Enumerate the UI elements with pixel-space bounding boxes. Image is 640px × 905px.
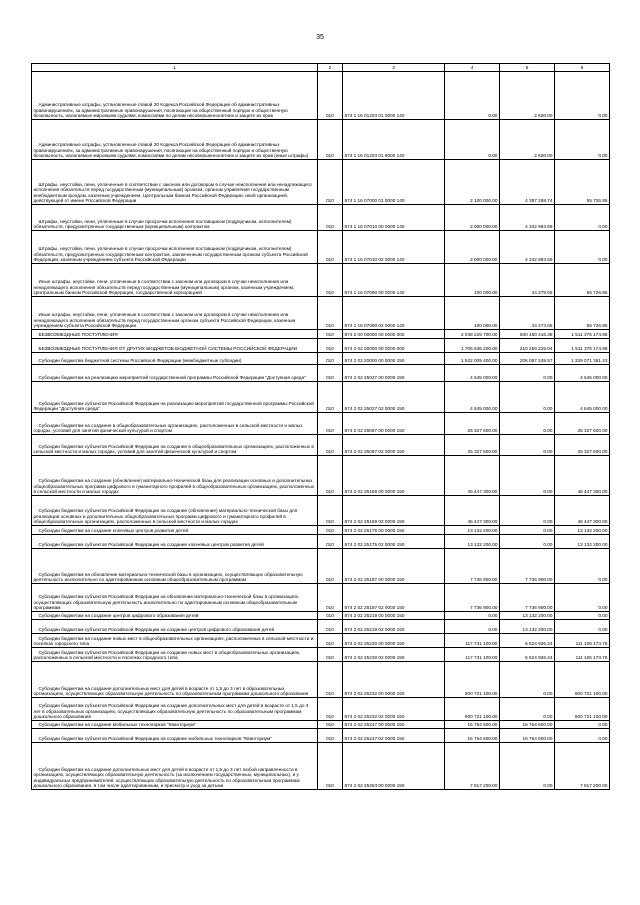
row-kbk-cell: 874 2 02 25175 00 0000 150 <box>343 526 445 535</box>
column-header: 1 <box>32 64 318 72</box>
row-kbk-cell: 874 2 02 25187 02 0000 150 <box>343 584 445 612</box>
row-kbk-cell: 874 1 16 01203 01 9000 140 <box>343 120 445 160</box>
table-row <box>32 620 610 634</box>
column-header: 2 <box>318 64 343 72</box>
row-executed-cell: 4 387 268.74 <box>500 160 555 205</box>
row-plan-cell: 117 731 100.00 <box>445 634 500 648</box>
table-row <box>32 729 610 743</box>
row-executed-cell: 7 736 900.00 <box>500 549 555 584</box>
row-plan-cell: 117 731 100.00 <box>445 648 500 662</box>
row-name-cell: Административные штрафы, установленные главой 20 Кодекса Российской Федерации об административных правонарушениях, за административные правонарушения, посягающие на общественный порядок и общественную безопасность, налагаемые мировыми судьями, комиссиями по делам несовершеннолетних и защите их прав (иные штрафы) <box>32 120 318 160</box>
row-kbk-cell: 874 2 02 00000 00 0000 000 <box>343 339 445 353</box>
row-code-cell: 010 <box>318 264 343 297</box>
row-kbk-cell: 874 2 02 25097 02 0000 150 <box>343 435 445 456</box>
row-name-cell: Субсидии бюджетам на создание (обновление) материально-технической базы для реализации основных и дополнительных общеобразовательных программ цифрового и гуманитарного профилей в общеобразовательных организациях, расположенных в сельской местности и малых городах <box>32 456 318 496</box>
row-executed-cell: 44 273.05 <box>500 297 555 330</box>
row-kbk-cell: 874 2 02 25247 02 0000 150 <box>343 729 445 743</box>
row-remaining-cell: 4 645 000.00 <box>555 365 610 382</box>
row-code-cell: 010 <box>318 535 343 549</box>
row-name-cell: Субсидии бюджетам на создание мобильных технопарков "Кванториум" <box>32 721 318 729</box>
row-code-cell: 010 <box>318 365 343 382</box>
row-remaining-cell: 0.00 <box>555 120 610 160</box>
row-code-cell: 010 <box>318 743 343 790</box>
row-executed-cell: 2 620.00 <box>500 72 555 120</box>
row-executed-cell: 210 259 225.04 <box>500 339 555 353</box>
row-remaining-cell: 0.00 <box>555 72 610 120</box>
row-name-cell: Субсидии бюджетам субъектов Российской Федерации на создание центров цифрового образования детей <box>32 620 318 634</box>
row-remaining-cell: 4 645 000.00 <box>555 382 610 413</box>
table-header-row <box>32 64 610 72</box>
row-kbk-cell: 874 2 02 25027 02 0000 150 <box>343 382 445 413</box>
row-executed-cell: 206 087 248.57 <box>500 353 555 365</box>
row-code-cell: 010 <box>318 662 343 698</box>
row-executed-cell: 0.00 <box>500 662 555 698</box>
row-plan-cell: 900 721 100.00 <box>445 698 500 721</box>
row-code-cell: 010 <box>318 496 343 526</box>
row-code-cell: 010 <box>318 353 343 365</box>
row-name-cell: Штрафы, неустойки, пени, уплаченные в случае просрочки исполнения поставщиком (подрядчиком, исполнителем) обязательств, предусмотренных государственным (муниципальным) контрактом <box>32 205 318 231</box>
row-remaining-cell: 55 726.95 <box>555 264 610 297</box>
row-remaining-cell: 25 327 600.00 <box>555 413 610 435</box>
table-row <box>32 584 610 612</box>
row-remaining-cell: 1 329 071 361.43 <box>555 353 610 365</box>
row-code-cell: 010 <box>318 456 343 496</box>
row-kbk-cell: 874 1 16 07010 00 0000 140 <box>343 205 445 231</box>
row-name-cell: БЕЗВОЗМЕЗДНЫЕ ПОСТУПЛЕНИЯ <box>32 330 318 339</box>
row-plan-cell: 7 736 900.00 <box>445 584 500 612</box>
row-name-cell: БЕЗВОЗМЕЗДНЫЕ ПОСТУПЛЕНИЯ ОТ ДРУГИХ БЮДЖЕТОВ БЮДЖЕТНОЙ СИСТЕМЫ РОССИЙСКОЙ ФЕДЕРАЦИИ <box>32 339 318 353</box>
column-header: 6 <box>555 64 610 72</box>
row-remaining-cell: 55 726.95 <box>555 160 610 205</box>
row-code-cell: 010 <box>318 120 343 160</box>
row-plan-cell: 900 721 100.00 <box>445 662 500 698</box>
column-header: 3 <box>343 64 445 72</box>
table-row <box>32 413 610 435</box>
row-kbk-cell: 874 2 02 25219 00 0000 150 <box>343 612 445 620</box>
row-plan-cell: 13 132 200.00 <box>445 535 500 549</box>
row-plan-cell: 7 736 900.00 <box>445 549 500 584</box>
row-executed-cell: 0.00 <box>500 496 555 526</box>
row-name-cell: Субсидии бюджетам субъектов Российской Федерации на создание дополнительных мест для детей в возрасте от 1,5 до 3 лет в образовательных организациях, осуществляющих образовательную деятельность по образовательным программам дошкольного образования <box>32 698 318 721</box>
row-plan-cell: 25 327 600.00 <box>445 435 500 456</box>
row-name-cell: Субсидии бюджетам субъектов Российской Федерации на создание в общеобразовательных организациях, расположенных в сельской местности и малых городах, условий для занятий физической культурой и спортом <box>32 435 318 456</box>
table-row <box>32 634 610 648</box>
table-row <box>32 648 610 662</box>
row-remaining-cell: 13 132 200.00 <box>555 535 610 549</box>
row-remaining-cell: 1 511 376 174.98 <box>555 330 610 339</box>
row-kbk-cell: 874 2 00 00000 00 0000 000 <box>343 330 445 339</box>
row-code-cell: 010 <box>318 413 343 435</box>
row-name-cell: Субсидии бюджетам на создание центров цифрового образования детей <box>32 612 318 620</box>
row-remaining-cell: 55 726.95 <box>555 297 610 330</box>
revenue-table <box>31 63 610 790</box>
row-plan-cell: 1 705 536 200.00 <box>445 339 500 353</box>
row-executed-cell: 0.00 <box>500 526 555 535</box>
row-kbk-cell: 874 1 16 07000 01 0000 140 <box>343 160 445 205</box>
row-remaining-cell: 0.00 <box>555 205 610 231</box>
row-kbk-cell: 874 2 02 25169 02 0000 150 <box>343 496 445 526</box>
row-code-cell: 010 <box>318 698 343 721</box>
row-name-cell: Субсидии бюджетам на обновление материально-технической базы в организациях, осуществляющих образовательную деятельность исключительно по адаптированным основным общеобразовательным программам <box>32 549 318 584</box>
row-remaining-cell: 0.00 <box>555 231 610 264</box>
row-plan-cell: 2 038 225 700.00 <box>445 330 500 339</box>
row-plan-cell: 0.00 <box>445 620 500 634</box>
row-code-cell: 010 <box>318 339 343 353</box>
row-plan-cell: 0.00 <box>445 120 500 160</box>
row-code-cell: 010 <box>318 620 343 634</box>
table-row <box>32 535 610 549</box>
row-kbk-cell: 874 2 02 25232 02 0000 150 <box>343 698 445 721</box>
row-name-cell: Субсидии бюджетам на создание в общеобразовательных организациях, расположенных в сельской местности и малых городах, условий для занятий физической культурой и спортом <box>32 413 318 435</box>
row-name-cell: Субсидии бюджетам субъектов Российской Федерации на создание (обновление) материально-технической базы для реализации основных и дополнительных общеобразовательных программ цифрового и гуманитарного профилей в общеобразовательных организациях, расположенных в сельской местности и малых городах <box>32 496 318 526</box>
row-plan-cell: 2 000 000.00 <box>445 231 500 264</box>
table-row <box>32 435 610 456</box>
row-code-cell: 010 <box>318 297 343 330</box>
table-row <box>32 365 610 382</box>
row-kbk-cell: 874 1 16 07010 02 0000 140 <box>343 231 445 264</box>
row-kbk-cell: 874 2 02 25232 00 0000 150 <box>343 662 445 698</box>
row-kbk-cell: 874 1 16 07090 00 0000 140 <box>343 264 445 297</box>
row-remaining-cell: 0.00 <box>555 612 610 620</box>
row-executed-cell: 0.00 <box>500 743 555 790</box>
table-row <box>32 353 610 365</box>
row-name-cell: Субсидии бюджетам на создание новых мест в общеобразовательных организациях, расположенных в сельской местности и поселках городского типа <box>32 634 318 648</box>
table-row <box>32 612 610 620</box>
row-code-cell: 010 <box>318 435 343 456</box>
table-row <box>32 698 610 721</box>
row-plan-cell: 25 327 600.00 <box>445 413 500 435</box>
row-remaining-cell: 900 721 100.00 <box>555 662 610 698</box>
row-name-cell: Штрафы, неустойки, пени, уплаченные в соответствии с законом или договором в случае неисполнения или ненадлежащего исполнения обязательств перед государственным (муниципальным) органом, органом управления государственным внебюджетным фондом, казенным учреждением, Центральным банком Российской Федерации, иной организацией, действующей от имени Российской Федерации <box>32 160 318 205</box>
row-executed-cell: 600 450 416.38 <box>500 330 555 339</box>
row-code-cell: 010 <box>318 330 343 339</box>
row-executed-cell: 13 132 200.00 <box>500 612 555 620</box>
row-code-cell: 010 <box>318 382 343 413</box>
row-code-cell: 010 <box>318 72 343 120</box>
table-row <box>32 662 610 698</box>
table-row <box>32 160 610 205</box>
row-executed-cell: 0.00 <box>500 413 555 435</box>
row-code-cell: 010 <box>318 648 343 662</box>
row-name-cell: Субсидии бюджетам субъектов Российской Федерации на создание ключевых центров развития детей <box>32 535 318 549</box>
row-plan-cell: 7 817 200.00 <box>445 743 500 790</box>
row-remaining-cell: 0.00 <box>555 620 610 634</box>
row-executed-cell: 4 342 993.69 <box>500 205 555 231</box>
row-name-cell: Иные штрафы, неустойки, пени, уплаченные в соответствии с законом или договором в случае неисполнения или ненадлежащего исполнения обязательств перед государственным органом субъекта Российской Федерации, казенным учреждением субъекта Российской Федерации <box>32 297 318 330</box>
row-plan-cell: 13 132 200.00 <box>445 526 500 535</box>
table-row <box>32 120 610 160</box>
row-executed-cell: 0.00 <box>500 535 555 549</box>
row-remaining-cell: 46 447 300.00 <box>555 456 610 496</box>
row-kbk-cell: 874 2 02 25230 00 0000 150 <box>343 634 445 648</box>
row-kbk-cell: 874 2 02 25187 00 0000 150 <box>343 549 445 584</box>
row-plan-cell: 0.00 <box>445 612 500 620</box>
row-kbk-cell: 874 2 02 25169 00 0000 150 <box>343 456 445 496</box>
table-row <box>32 330 610 339</box>
row-kbk-cell: 874 2 02 25230 02 0000 150 <box>343 648 445 662</box>
row-name-cell: Субсидии бюджетам на создание ключевых центров развития детей <box>32 526 318 535</box>
table-row <box>32 72 610 120</box>
row-code-cell: 010 <box>318 205 343 231</box>
row-executed-cell: 0.00 <box>500 435 555 456</box>
row-kbk-cell: 874 1 16 01203 01 0000 140 <box>343 72 445 120</box>
row-remaining-cell: 0.00 <box>555 549 610 584</box>
row-remaining-cell: 25 327 600.00 <box>555 435 610 456</box>
table-row <box>32 743 610 790</box>
row-plan-cell: 16 764 600.00 <box>445 721 500 729</box>
row-remaining-cell: 0.00 <box>555 584 610 612</box>
row-kbk-cell: 874 2 02 25247 00 0000 150 <box>343 721 445 729</box>
row-executed-cell: 0.00 <box>500 365 555 382</box>
table-row <box>32 496 610 526</box>
row-remaining-cell: 900 721 100.00 <box>555 698 610 721</box>
row-kbk-cell: 874 1 16 07090 02 0000 140 <box>343 297 445 330</box>
page-number: 35 <box>316 34 324 41</box>
table-row <box>32 526 610 535</box>
column-header: 4 <box>445 64 500 72</box>
table-row <box>32 264 610 297</box>
row-kbk-cell: 874 2 02 25027 00 0000 150 <box>343 365 445 382</box>
row-name-cell: Иные штрафы, неустойки, пени, уплаченные в соответствии с законом или договором в случае неисполнения или ненадлежащего исполнения обязательств перед государственным (муниципальным) органом, казенным учреждением, Центральным банком Российской Федерации, государственной корпорацией <box>32 264 318 297</box>
row-executed-cell: 4 342 993.69 <box>500 231 555 264</box>
row-code-cell: 010 <box>318 526 343 535</box>
row-remaining-cell: 46 447 300.00 <box>555 496 610 526</box>
row-executed-cell: 0.00 <box>500 456 555 496</box>
row-plan-cell: 4 645 000.00 <box>445 382 500 413</box>
row-plan-cell: 100 000.00 <box>445 264 500 297</box>
row-name-cell: Административные штрафы, установленные главой 20 Кодекса Российской Федерации об административных правонарушениях, за административные правонарушения, посягающие на общественный порядок и общественную безопасность, налагаемые мировыми судьями, комиссиями по делам несовершеннолетних и защите их прав <box>32 72 318 120</box>
row-executed-cell: 2 620.00 <box>500 120 555 160</box>
row-name-cell: Субсидии бюджетам на создание дополнительных мест для детей в возрасте от 1,5 до 3 лет в образовательных организациях, осуществляющих образовательную деятельность по образовательным программам дошкольного образования <box>32 662 318 698</box>
row-name-cell: Субсидии бюджетам субъектов Российской Федерации на создание мобильных технопарков "Кванториум" <box>32 729 318 743</box>
row-plan-cell: 4 645 000.00 <box>445 365 500 382</box>
row-kbk-cell: 874 2 02 25253 00 0000 150 <box>343 743 445 790</box>
row-plan-cell: 0.00 <box>445 72 500 120</box>
row-plan-cell: 46 447 300.00 <box>445 456 500 496</box>
row-code-cell: 010 <box>318 612 343 620</box>
row-name-cell: Субсидии бюджетам субъектов Российской Федерации на обновление материально-технической базы в организациях, осуществляющих образовательную деятельность исключительно по адаптированным основным общеобразовательным программам <box>32 584 318 612</box>
table-body <box>32 72 610 790</box>
table-row <box>32 297 610 330</box>
row-remaining-cell: 7 817 200.00 <box>555 743 610 790</box>
row-code-cell: 010 <box>318 721 343 729</box>
row-kbk-cell: 874 2 02 25097 00 0000 150 <box>343 413 445 435</box>
row-name-cell: Субсидии бюджетам субъектов Российской Федерации на реализацию мероприятий государственной программы Российской Федерации "Доступная среда" <box>32 382 318 413</box>
row-remaining-cell: 0.00 <box>555 721 610 729</box>
row-name-cell: Субсидии бюджетам на реализацию мероприятий государственной программы Российской Федерации "Доступная среда" <box>32 365 318 382</box>
row-executed-cell: 6 624 926.24 <box>500 648 555 662</box>
row-code-cell: 010 <box>318 729 343 743</box>
row-executed-cell: 44 275.05 <box>500 264 555 297</box>
row-executed-cell: 7 736 900.00 <box>500 584 555 612</box>
row-remaining-cell: 13 132 200.00 <box>555 526 610 535</box>
table-row <box>32 382 610 413</box>
row-name-cell: Субсидии бюджетам на создание дополнительных мест для детей в возрасте от 1,5 до 3 лет любой направленности в организациях, осуществляющих образовательную деятельность (за исключением государственных, муниципальных), и у индивидуальных предпринимателей, осуществляющих образовательную деятельность по образовательным программам дошкольного образования, в том числе адаптированным, и присмотр и уход за детьми <box>32 743 318 790</box>
row-plan-cell: 2 000 000.00 <box>445 205 500 231</box>
row-executed-cell: 0.00 <box>500 698 555 721</box>
row-executed-cell: 16 764 600.00 <box>500 729 555 743</box>
row-kbk-cell: 874 2 02 25219 02 0000 150 <box>343 620 445 634</box>
table-row <box>32 721 610 729</box>
row-kbk-cell: 874 2 02 25175 02 0000 150 <box>343 535 445 549</box>
row-remaining-cell: 111 106 173.76 <box>555 648 610 662</box>
row-name-cell: Субсидии бюджетам субъектов Российской Федерации на создание новых мест в общеобразовательных организациях, расположенных в сельской местности и поселках городского типа <box>32 648 318 662</box>
row-name-cell: Субсидии бюджетам бюджетной системы Российской Федерации (межбюджетные субсидии) <box>32 353 318 365</box>
row-plan-cell: 46 447 300.00 <box>445 496 500 526</box>
row-executed-cell: 0.00 <box>500 382 555 413</box>
row-name-cell: Штрафы, неустойки, пени, уплаченные в случае просрочки исполнения поставщиком (подрядчиком, исполнителем) обязательств, предусмотренных государственным контрактом, заключенным государственным органом субъекта Российской Федерации, казенным учреждением субъекта Российской Федерации <box>32 231 318 264</box>
table-row <box>32 339 610 353</box>
row-executed-cell: 16 764 600.00 <box>500 721 555 729</box>
row-code-cell: 010 <box>318 160 343 205</box>
column-header: 5 <box>500 64 555 72</box>
row-plan-cell: 100 000.00 <box>445 297 500 330</box>
table-row <box>32 549 610 584</box>
row-plan-cell: 1 522 009 400.00 <box>445 353 500 365</box>
row-executed-cell: 13 132 200.00 <box>500 620 555 634</box>
row-plan-cell: 16 764 600.00 <box>445 729 500 743</box>
row-kbk-cell: 874 2 02 20000 00 0000 150 <box>343 353 445 365</box>
row-code-cell: 010 <box>318 549 343 584</box>
row-code-cell: 010 <box>318 584 343 612</box>
row-executed-cell: 6 624 926.24 <box>500 634 555 648</box>
row-code-cell: 010 <box>318 231 343 264</box>
table-row <box>32 456 610 496</box>
row-code-cell: 010 <box>318 634 343 648</box>
row-remaining-cell: 111 106 173.76 <box>555 634 610 648</box>
row-remaining-cell: 1 511 376 174.98 <box>555 339 610 353</box>
row-remaining-cell: 0.00 <box>555 729 610 743</box>
table-row <box>32 231 610 264</box>
table-row <box>32 205 610 231</box>
row-plan-cell: 2 100 000.00 <box>445 160 500 205</box>
